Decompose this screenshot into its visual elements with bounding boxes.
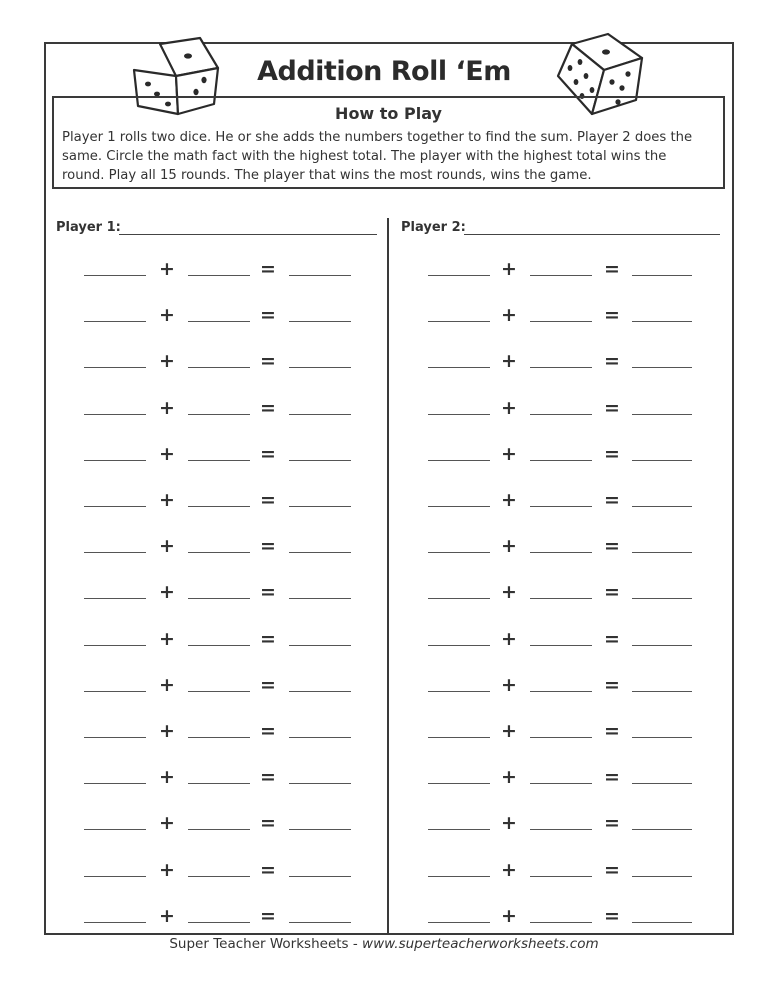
player-2-round-blank[interactable]: [530, 922, 592, 923]
player-2-round-blank[interactable]: [530, 598, 592, 599]
plus-sign: +: [159, 859, 175, 881]
player-2-round-blank[interactable]: [632, 367, 692, 368]
player-1-round-blank[interactable]: [188, 598, 250, 599]
equals-sign: =: [604, 581, 620, 603]
footer: [0, 936, 768, 952]
equals-sign: =: [260, 489, 276, 511]
player-1-round-blank[interactable]: [188, 691, 250, 692]
equals-sign: =: [604, 628, 620, 650]
player-2-round-blank[interactable]: [530, 783, 592, 784]
instruction-line: same. Circle the math fact with the highest total. The player with the highest total wins the: [62, 149, 667, 164]
player-2-round-blank[interactable]: [428, 598, 490, 599]
player-1-round-blank[interactable]: [84, 829, 146, 830]
player-2-round-blank[interactable]: [428, 321, 490, 322]
player-2-round-blank[interactable]: [428, 460, 490, 461]
equals-sign: =: [604, 859, 620, 881]
player-1-round-blank[interactable]: [188, 922, 250, 923]
plus-sign: +: [501, 766, 517, 788]
plus-sign: +: [159, 812, 175, 834]
player-2-round-blank[interactable]: [632, 645, 692, 646]
instruction-line: Player 1 rolls two dice. He or she adds the numbers together to find the sum. Player 2 does the: [62, 130, 693, 145]
equals-sign: =: [604, 397, 620, 419]
player-2-round-blank[interactable]: [530, 829, 592, 830]
player-1-round-blank[interactable]: [188, 645, 250, 646]
player-2-label: Player 2:: [401, 220, 466, 235]
player-1-round-blank[interactable]: [289, 876, 351, 877]
player-1-round-blank[interactable]: [84, 321, 146, 322]
player-1-round-blank[interactable]: [289, 922, 351, 923]
plus-sign: +: [501, 535, 517, 557]
plus-sign: +: [501, 859, 517, 881]
player-2-round-blank[interactable]: [632, 321, 692, 322]
plus-sign: +: [501, 628, 517, 650]
equals-sign: =: [260, 905, 276, 927]
plus-sign: +: [501, 258, 517, 280]
how-to-play-text: [62, 128, 717, 185]
equals-sign: =: [260, 581, 276, 603]
plus-sign: +: [159, 720, 175, 742]
equals-sign: =: [604, 258, 620, 280]
equals-sign: =: [260, 720, 276, 742]
player-2-round-blank[interactable]: [428, 552, 490, 553]
player-1-round-blank[interactable]: [289, 598, 351, 599]
player-1-round-blank[interactable]: [84, 876, 146, 877]
player-1-round-blank[interactable]: [289, 321, 351, 322]
equals-sign: =: [604, 766, 620, 788]
player-1-round-blank[interactable]: [289, 783, 351, 784]
player-2-round-blank[interactable]: [632, 783, 692, 784]
plus-sign: +: [159, 397, 175, 419]
player-1-round-blank[interactable]: [84, 922, 146, 923]
player-2-round-blank[interactable]: [530, 691, 592, 692]
plus-sign: +: [159, 581, 175, 603]
plus-sign: +: [159, 905, 175, 927]
player-2-round-blank[interactable]: [530, 876, 592, 877]
player-2-round-blank[interactable]: [530, 321, 592, 322]
plus-sign: +: [501, 489, 517, 511]
player-2-round-blank[interactable]: [530, 506, 592, 507]
equals-sign: =: [260, 397, 276, 419]
equals-sign: =: [260, 766, 276, 788]
player-1-round-blank[interactable]: [188, 552, 250, 553]
player-1-label: Player 1:: [56, 220, 121, 235]
equals-sign: =: [260, 674, 276, 696]
player-2-round-blank[interactable]: [632, 737, 692, 738]
footer-brand: Super Teacher Worksheets -: [169, 936, 363, 952]
instruction-line: round. Play all 15 rounds. The player that wins the most rounds, wins the game.: [62, 168, 592, 183]
equals-sign: =: [604, 350, 620, 372]
plus-sign: +: [501, 581, 517, 603]
equals-sign: =: [604, 535, 620, 557]
player-1-round-blank[interactable]: [188, 367, 250, 368]
plus-sign: +: [159, 674, 175, 696]
plus-sign: +: [501, 350, 517, 372]
worksheet-title: Addition Roll ‘Em: [257, 56, 511, 87]
player-2-round-blank[interactable]: [632, 414, 692, 415]
player-2-round-blank[interactable]: [530, 645, 592, 646]
player-2-round-blank[interactable]: [530, 414, 592, 415]
player-1-round-blank[interactable]: [84, 275, 146, 276]
player-1-round-blank[interactable]: [84, 414, 146, 415]
player-1-round-blank[interactable]: [289, 737, 351, 738]
plus-sign: +: [159, 258, 175, 280]
equals-sign: =: [260, 304, 276, 326]
player-1-round-blank[interactable]: [188, 506, 250, 507]
how-to-play-box: [52, 96, 725, 189]
player-1-round-blank[interactable]: [84, 552, 146, 553]
player-1-round-blank[interactable]: [289, 829, 351, 830]
plus-sign: +: [159, 443, 175, 465]
player-2-round-blank[interactable]: [632, 922, 692, 923]
player-2-round-blank[interactable]: [428, 737, 490, 738]
equals-sign: =: [260, 628, 276, 650]
player-2-round-blank[interactable]: [632, 691, 692, 692]
player-2-round-blank[interactable]: [632, 876, 692, 877]
player-2-round-blank[interactable]: [530, 275, 592, 276]
player-1-round-blank[interactable]: [289, 275, 351, 276]
player-2-round-blank[interactable]: [530, 367, 592, 368]
player-1-round-blank[interactable]: [188, 414, 250, 415]
plus-sign: +: [501, 443, 517, 465]
player-2-name-line[interactable]: [464, 233, 720, 235]
how-to-play-heading: How to Play: [335, 104, 442, 123]
player-2-round-blank[interactable]: [428, 645, 490, 646]
player-1-round-blank[interactable]: [84, 367, 146, 368]
player-2-round-blank[interactable]: [530, 460, 592, 461]
plus-sign: +: [501, 397, 517, 419]
column-divider: [387, 218, 389, 935]
player-1-round-blank[interactable]: [289, 367, 351, 368]
player-2-round-blank[interactable]: [428, 876, 490, 877]
player-1-round-blank[interactable]: [84, 783, 146, 784]
player-2-round-blank[interactable]: [428, 506, 490, 507]
player-1-round-blank[interactable]: [188, 876, 250, 877]
player-1-round-blank[interactable]: [84, 460, 146, 461]
plus-sign: +: [501, 905, 517, 927]
player-2-round-blank[interactable]: [632, 829, 692, 830]
player-1-round-blank[interactable]: [84, 691, 146, 692]
player-2-round-blank[interactable]: [632, 460, 692, 461]
player-1-round-blank[interactable]: [289, 506, 351, 507]
player-2-round-blank[interactable]: [632, 506, 692, 507]
equals-sign: =: [604, 489, 620, 511]
equals-sign: =: [604, 905, 620, 927]
footer-site: www.superteacherworksheets.com: [362, 936, 599, 952]
player-1-round-blank[interactable]: [289, 552, 351, 553]
equals-sign: =: [260, 258, 276, 280]
equals-sign: =: [260, 535, 276, 557]
plus-sign: +: [159, 489, 175, 511]
equals-sign: =: [260, 859, 276, 881]
plus-sign: +: [159, 304, 175, 326]
player-2-round-blank[interactable]: [530, 552, 592, 553]
player-1-round-blank[interactable]: [84, 645, 146, 646]
plus-sign: +: [501, 304, 517, 326]
player-1-name-line[interactable]: [119, 233, 377, 235]
player-2-round-blank[interactable]: [428, 783, 490, 784]
player-2-round-blank[interactable]: [428, 275, 490, 276]
player-2-round-blank[interactable]: [428, 922, 490, 923]
equals-sign: =: [604, 443, 620, 465]
player-2-round-blank[interactable]: [428, 829, 490, 830]
player-1-round-blank[interactable]: [84, 506, 146, 507]
player-2-round-blank[interactable]: [632, 552, 692, 553]
plus-sign: +: [159, 535, 175, 557]
player-1-round-blank[interactable]: [188, 829, 250, 830]
equals-sign: =: [604, 812, 620, 834]
plus-sign: +: [501, 720, 517, 742]
player-1-round-blank[interactable]: [188, 321, 250, 322]
player-2-round-blank[interactable]: [632, 275, 692, 276]
player-1-round-blank[interactable]: [289, 691, 351, 692]
player-1-round-blank[interactable]: [289, 460, 351, 461]
player-2-round-blank[interactable]: [428, 367, 490, 368]
plus-sign: +: [159, 350, 175, 372]
equals-sign: =: [260, 350, 276, 372]
plus-sign: +: [501, 674, 517, 696]
player-1-round-blank[interactable]: [188, 460, 250, 461]
equals-sign: =: [260, 812, 276, 834]
player-1-round-blank[interactable]: [84, 598, 146, 599]
player-2-round-blank[interactable]: [428, 691, 490, 692]
player-1-round-blank[interactable]: [289, 414, 351, 415]
player-1-round-blank[interactable]: [289, 645, 351, 646]
player-2-round-blank[interactable]: [632, 598, 692, 599]
player-1-round-blank[interactable]: [188, 275, 250, 276]
plus-sign: +: [159, 628, 175, 650]
player-2-round-blank[interactable]: [428, 414, 490, 415]
plus-sign: +: [501, 812, 517, 834]
player-1-round-blank[interactable]: [188, 737, 250, 738]
plus-sign: +: [159, 766, 175, 788]
player-1-round-blank[interactable]: [188, 783, 250, 784]
player-2-round-blank[interactable]: [530, 737, 592, 738]
equals-sign: =: [604, 720, 620, 742]
equals-sign: =: [260, 443, 276, 465]
player-1-round-blank[interactable]: [84, 737, 146, 738]
equals-sign: =: [604, 304, 620, 326]
equals-sign: =: [604, 674, 620, 696]
